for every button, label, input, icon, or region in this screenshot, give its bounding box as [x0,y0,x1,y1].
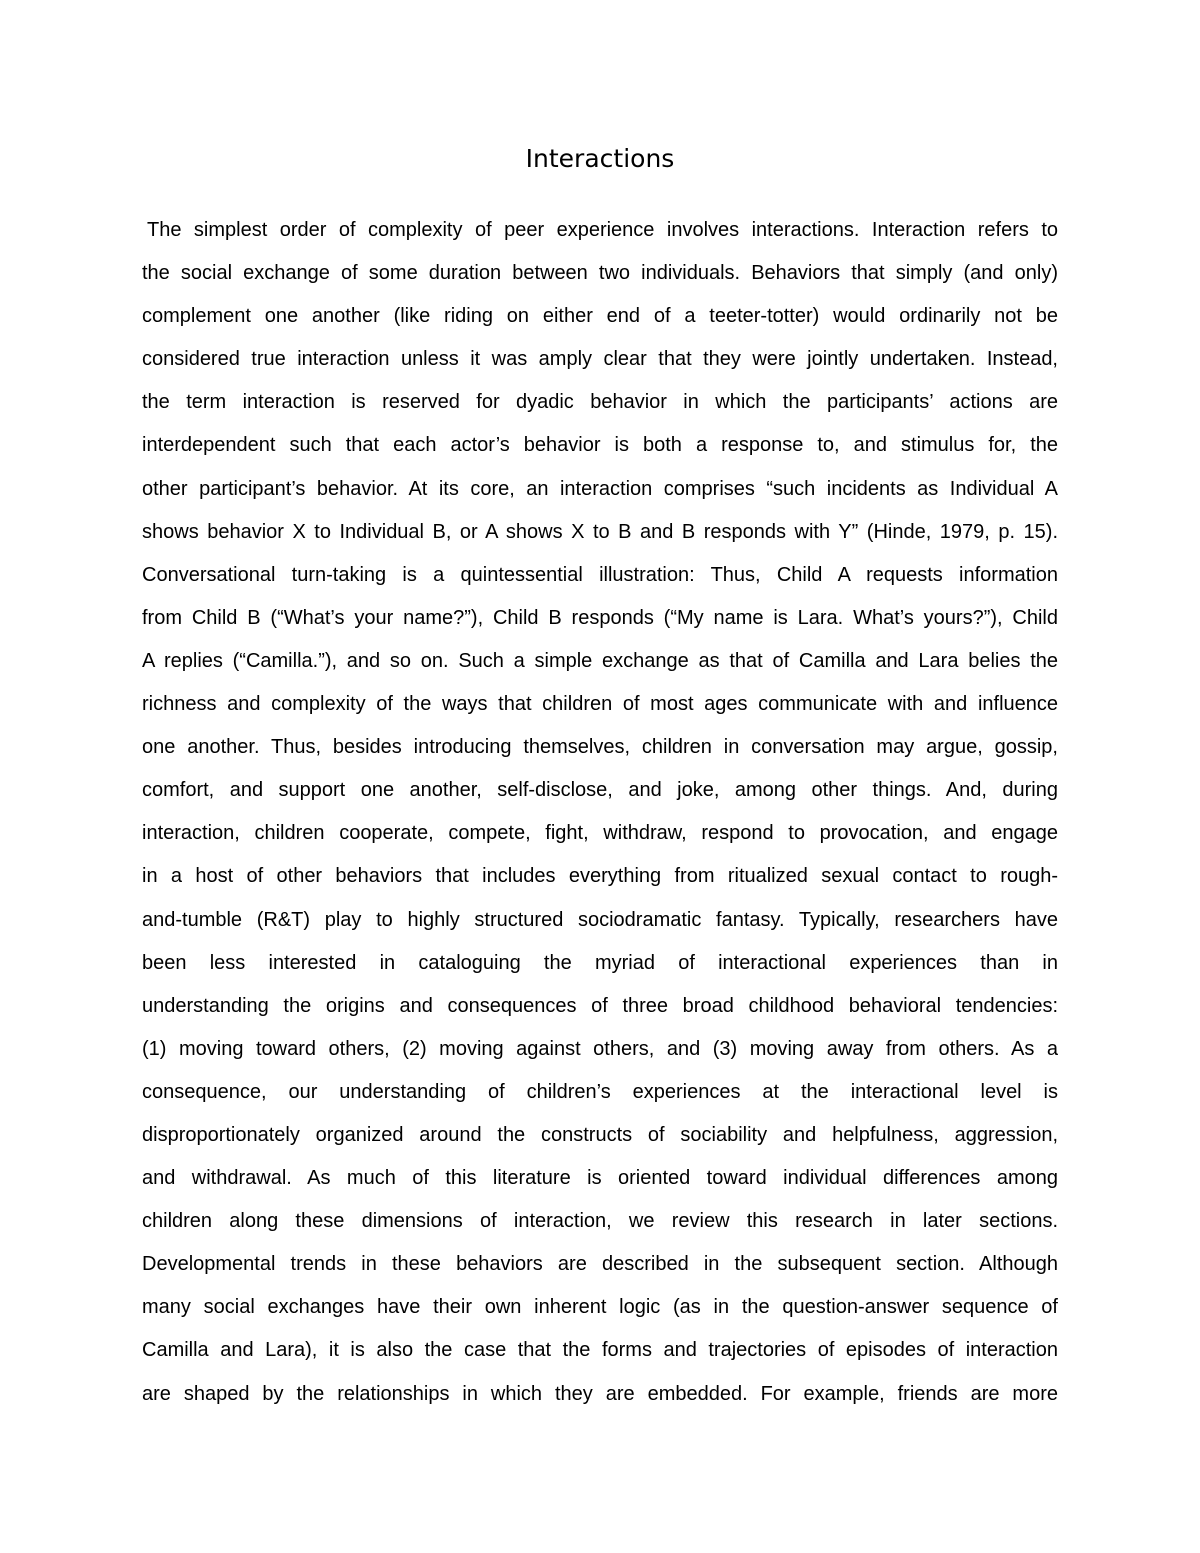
paragraph-line: and-tumble (R&T) play to highly structured sociodramatic fantasy. Typically, researchers have [142,908,1058,931]
paragraph-line: Developmental trends in these behaviors are described in the subsequent section. Although [142,1253,1058,1276]
paragraph-line: many social exchanges have their own inherent logic (as in the question-answer sequence of [142,1296,1058,1319]
paragraph-line: A replies (“Camilla.”), and so on. Such a simple exchange as that of Camilla and Lara belies the [142,649,1058,672]
paragraph-line: Camilla and Lara), it is also the case that the forms and trajectories of episodes of interaction [142,1339,1058,1362]
paragraph-line: complement one another (like riding on either end of a teeter-totter) would ordinarily not be [142,305,1058,328]
paragraph-line: shows behavior X to Individual B, or A shows X to B and B responds with Y” (Hinde, 1979, p. 15). [142,520,1058,543]
paragraph-line: the term interaction is reserved for dyadic behavior in which the participants’ actions are [142,391,1058,414]
paragraph-line: The simplest order of complexity of peer experience involves interactions. Interaction refers to [147,219,1058,241]
paragraph-line: comfort, and support one another, self-disclose, and joke, among other things. And, during [142,779,1058,802]
paragraph-line: considered true interaction unless it was amply clear that they were jointly undertaken. Instead, [142,348,1058,371]
paragraph-line: (1) moving toward others, (2) moving against others, and (3) moving away from others. As a [142,1037,1058,1060]
body-paragraph [142,209,1058,1416]
paragraph-line: consequence, our understanding of children’s experiences at the interactional level is [142,1080,1058,1103]
document-title: Interactions [525,144,675,173]
paragraph-line: Conversational turn-taking is a quintessential illustration: Thus, Child A requests information [142,563,1058,586]
paragraph-line: and withdrawal. As much of this literature is oriented toward individual differences among [142,1167,1058,1190]
paragraph-line: one another. Thus, besides introducing themselves, children in conversation may argue, gossip, [142,736,1058,759]
paragraph-line: are shaped by the relationships in which they are embedded. For example, friends are more [142,1382,1058,1405]
paragraph-line: been less interested in cataloguing the myriad of interactional experiences than in [142,951,1058,974]
paragraph-line: in a host of other behaviors that includes everything from ritualized sexual contact to rough- [142,865,1058,888]
paragraph-line: the social exchange of some duration between two individuals. Behaviors that simply (and only) [142,262,1058,285]
paragraph-line: disproportionately organized around the constructs of sociability and helpfulness, aggression, [142,1123,1058,1146]
paragraph-line: richness and complexity of the ways that children of most ages communicate with and influence [142,693,1058,716]
paragraph-line: interaction, children cooperate, compete, fight, withdraw, respond to provocation, and engage [142,822,1058,845]
paragraph-line: other participant’s behavior. At its core, an interaction comprises “such incidents as Individual A [142,477,1058,500]
paragraph-line: from Child B (“What’s your name?”), Child B responds (“My name is Lara. What’s yours?”), Child [142,606,1058,629]
paragraph-line: children along these dimensions of interaction, we review this research in later sections. [142,1210,1058,1233]
paragraph-line: interdependent such that each actor’s behavior is both a response to, and stimulus for, the [142,434,1058,457]
paragraph-line: understanding the origins and consequences of three broad childhood behavioral tendencies: [142,994,1058,1017]
